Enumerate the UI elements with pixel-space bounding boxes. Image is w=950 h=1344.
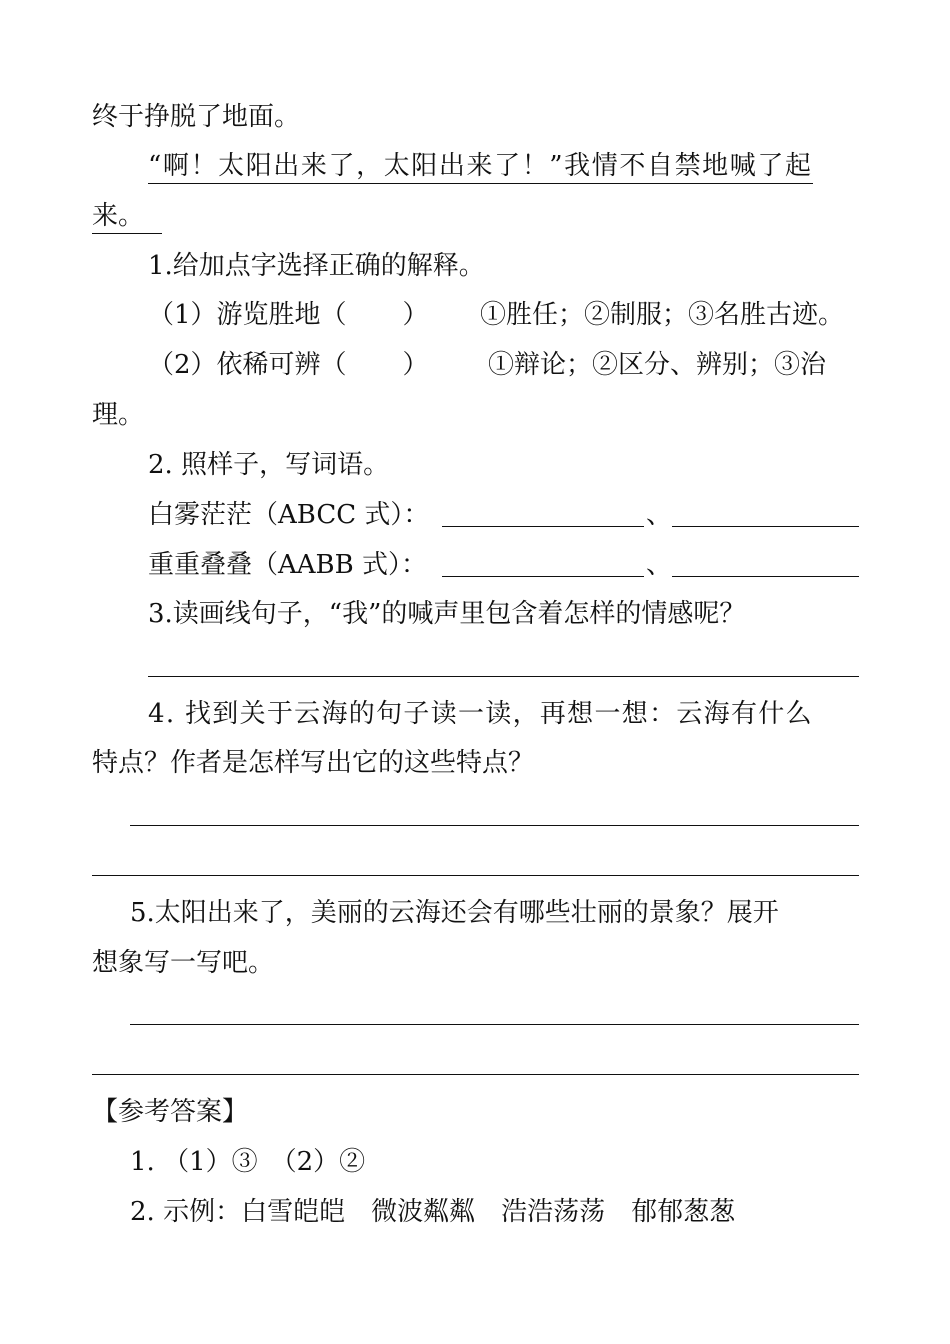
q5-answer-line-2[interactable]: [92, 1074, 859, 1075]
question-3-title: 3.读画线句子，“我”的喊声里包含着怎样的情感呢？: [148, 599, 746, 629]
q1-item1-word: （1）游览胜地（: [148, 300, 347, 330]
q2-row1-separator: 、: [646, 500, 673, 530]
answer-1: 1. （1）③ （2）②: [130, 1147, 366, 1177]
q1-item2-options: ①辩论；②区分、辨别；③治: [488, 350, 827, 380]
q1-item2-close: ）: [402, 350, 429, 380]
underlined-sentence-cont: [92, 199, 162, 233]
q2-row1-label: 白雾茫茫（ABCC 式）：: [148, 500, 430, 530]
q1-item2-options-cont: 理。: [92, 400, 145, 430]
passage-line: 终于挣脱了地面。: [92, 102, 301, 132]
question-5-line-1: 5.太阳出来了，美丽的云海还会有哪些壮丽的景象？展开: [130, 898, 779, 928]
q4-answer-line-1[interactable]: [130, 825, 859, 826]
q1-item1-close: ）: [402, 300, 429, 330]
q3-answer-line[interactable]: [148, 676, 859, 677]
q1-item2-word: （2）依稀可辨（: [148, 350, 347, 380]
question-5-line-2: 想象写一写吧。: [92, 948, 275, 978]
q2-row2-blank-1[interactable]: [442, 576, 644, 577]
underlined-quote-part1: “啊！太阳出来了，太阳出来了！”我情不自禁地喊了起: [148, 151, 813, 184]
underlined-sentence: [148, 149, 813, 183]
underlined-quote-part2: 来。: [92, 201, 162, 234]
q2-row1-blank-1[interactable]: [442, 526, 644, 527]
q4-answer-line-2[interactable]: [92, 875, 859, 876]
question-2-title: 2. 照样子，写词语。: [148, 450, 390, 480]
q5-answer-line-1[interactable]: [130, 1024, 859, 1025]
question-4-line-2: 特点？作者是怎样写出它的这些特点？: [92, 748, 535, 778]
question-4-line-1: 4. 找到关于云海的句子读一读，再想一想：云海有什么: [148, 699, 813, 729]
q1-item1-options: ①胜任；②制服；③名胜古迹。: [480, 300, 845, 330]
question-1-item-2: [148, 348, 429, 382]
answer-2: 2. 示例：白雪皑皑 微波粼粼 浩浩荡荡 郁郁葱葱: [130, 1197, 736, 1227]
q2-row2-separator: 、: [646, 550, 673, 580]
q2-row2-label: 重重叠叠（AABB 式）：: [148, 550, 428, 580]
answers-heading: 【参考答案】: [92, 1097, 249, 1127]
question-1-title: 1.给加点字选择正确的解释。: [148, 251, 485, 281]
q2-row2-blank-2[interactable]: [672, 576, 859, 577]
question-1-item-1: [148, 298, 429, 332]
q2-row1-blank-2[interactable]: [672, 526, 859, 527]
